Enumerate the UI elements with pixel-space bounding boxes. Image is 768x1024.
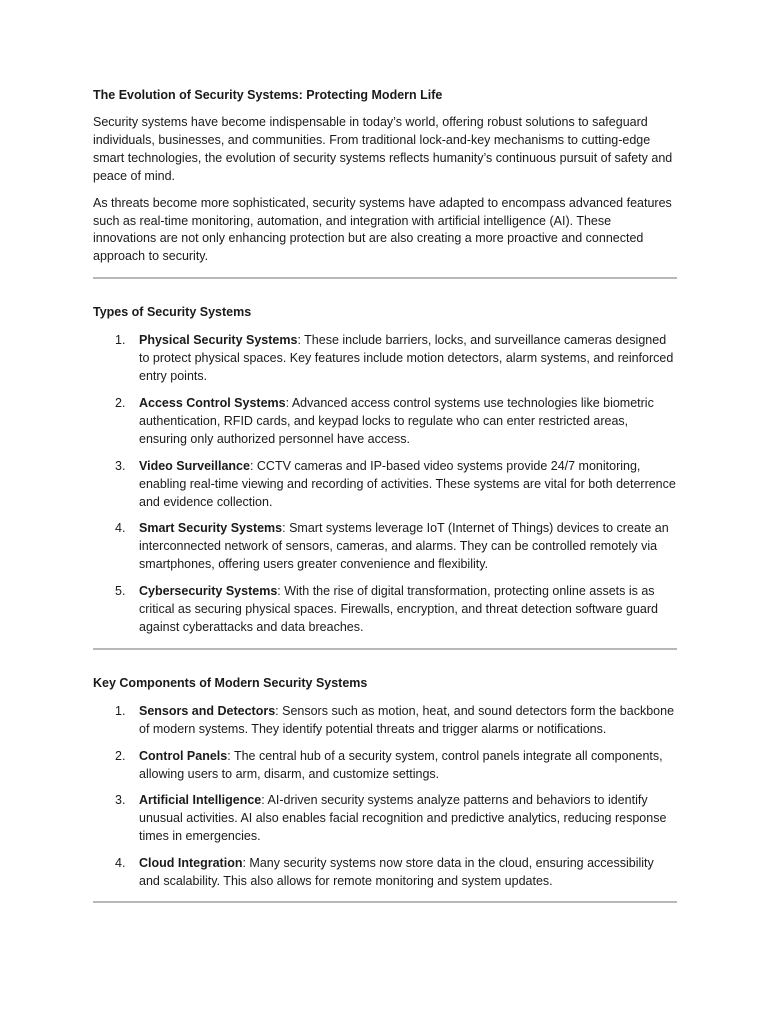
horizontal-divider: [93, 901, 677, 903]
list-item-term: Cybersecurity Systems: [139, 584, 278, 599]
intro-paragraph: Security systems have become indispensable in today’s world, offering robust solutions to safeguard individuals, businesses, and communities. From traditional lock-and-key mechanisms to cutting-edge smart technologies, the evolution of security systems reflects humanity’s continuous pursuit of safety and peace of mind.: [93, 115, 673, 183]
list-item: [93, 332, 677, 386]
list-item-term: Cloud Integration: [139, 856, 243, 871]
list-item-text: : The central hub of a security system, control panels integrate all components, allowing users to arm, disarm, and customize settings.: [139, 748, 663, 781]
list-number: 1.: [115, 333, 126, 348]
list-number: 4.: [115, 856, 126, 871]
list-item-text: : Many security systems now store data in the cloud, ensuring accessibility and scalability. This also allows for remote monitoring and system updates.: [139, 856, 654, 889]
list-item-term: Physical Security Systems: [139, 333, 298, 348]
list-item: [93, 855, 677, 891]
list-number: 1.: [115, 703, 126, 718]
document-body: [93, 86, 677, 903]
horizontal-divider: [93, 648, 677, 650]
list-item-term: Video Surveillance: [139, 458, 250, 473]
list-item-term: Sensors and Detectors: [139, 703, 276, 718]
list-item-text: : Smart systems leverage IoT (Internet of Things) devices to create an interconnected network of sensors, cameras, and alarms. They can be controlled remotely via smartphones, offering users greater convenience and flexibility.: [139, 521, 669, 572]
list-number: 2.: [115, 748, 126, 763]
list-number: 3.: [115, 458, 126, 473]
list-item-term: Access Control Systems: [139, 395, 286, 410]
list-item: [93, 583, 677, 637]
list-item: [93, 792, 677, 846]
list-item: [93, 395, 677, 449]
section-heading-types: Types of Security Systems: [93, 305, 252, 320]
list-item-text: : AI-driven security systems analyze patterns and behaviors to identify unusual activities. AI also enables facial recognition and predictive analytics, reducing response times in emergencies.: [139, 793, 667, 844]
components-list: [93, 703, 677, 891]
list-number: 3.: [115, 793, 126, 808]
list-item-term: Control Panels: [139, 748, 228, 763]
document-title: The Evolution of Security Systems: Protecting Modern Life: [93, 88, 443, 102]
list-item: [93, 520, 677, 574]
list-item-text: : Sensors such as motion, heat, and sound detectors form the backbone of modern systems. They identify potential threats and trigger alarms or notifications.: [139, 703, 675, 736]
list-item-term: Artificial Intelligence: [139, 793, 262, 808]
types-list: [93, 332, 677, 637]
list-item-text: : With the rise of digital transformation, protecting online assets is as critical as securing physical spaces. Firewalls, encryption, and threat detection software guard against cyberattacks and data breaches.: [139, 584, 659, 634]
list-number: 2.: [115, 395, 126, 410]
list-item-text: : These include barriers, locks, and surveillance cameras designed to protect physical spaces. Key features include motion detectors, alarm systems, and reinforced entry points.: [139, 333, 674, 384]
list-item: [93, 748, 677, 784]
list-item-text: : CCTV cameras and IP-based video systems provide 24/7 monitoring, enabling real-time viewing and recording of activities. These systems are vital for both deterrence and evidence collection.: [139, 458, 676, 509]
list-number: 5.: [115, 584, 126, 599]
list-item-term: Smart Security Systems: [139, 521, 283, 536]
section-heading-components: Key Components of Modern Security Systems: [93, 675, 368, 690]
list-number: 4.: [115, 521, 126, 536]
list-item: [93, 458, 677, 512]
horizontal-divider: [93, 277, 677, 279]
list-item-text: : Advanced access control systems use technologies like biometric authentication, RFID cards, and keypad locks to regulate who can enter restricted areas, ensuring only authorized personnel have access.: [139, 395, 654, 446]
list-item: [93, 703, 677, 739]
intro-paragraph: As threats become more sophisticated, security systems have adapted to encompass advanced features such as real-time monitoring, automation, and integration with artificial intelligence (AI). These innovations are not only enhancing protection but are also creating a more proactive and connected approach to security.: [93, 195, 672, 264]
